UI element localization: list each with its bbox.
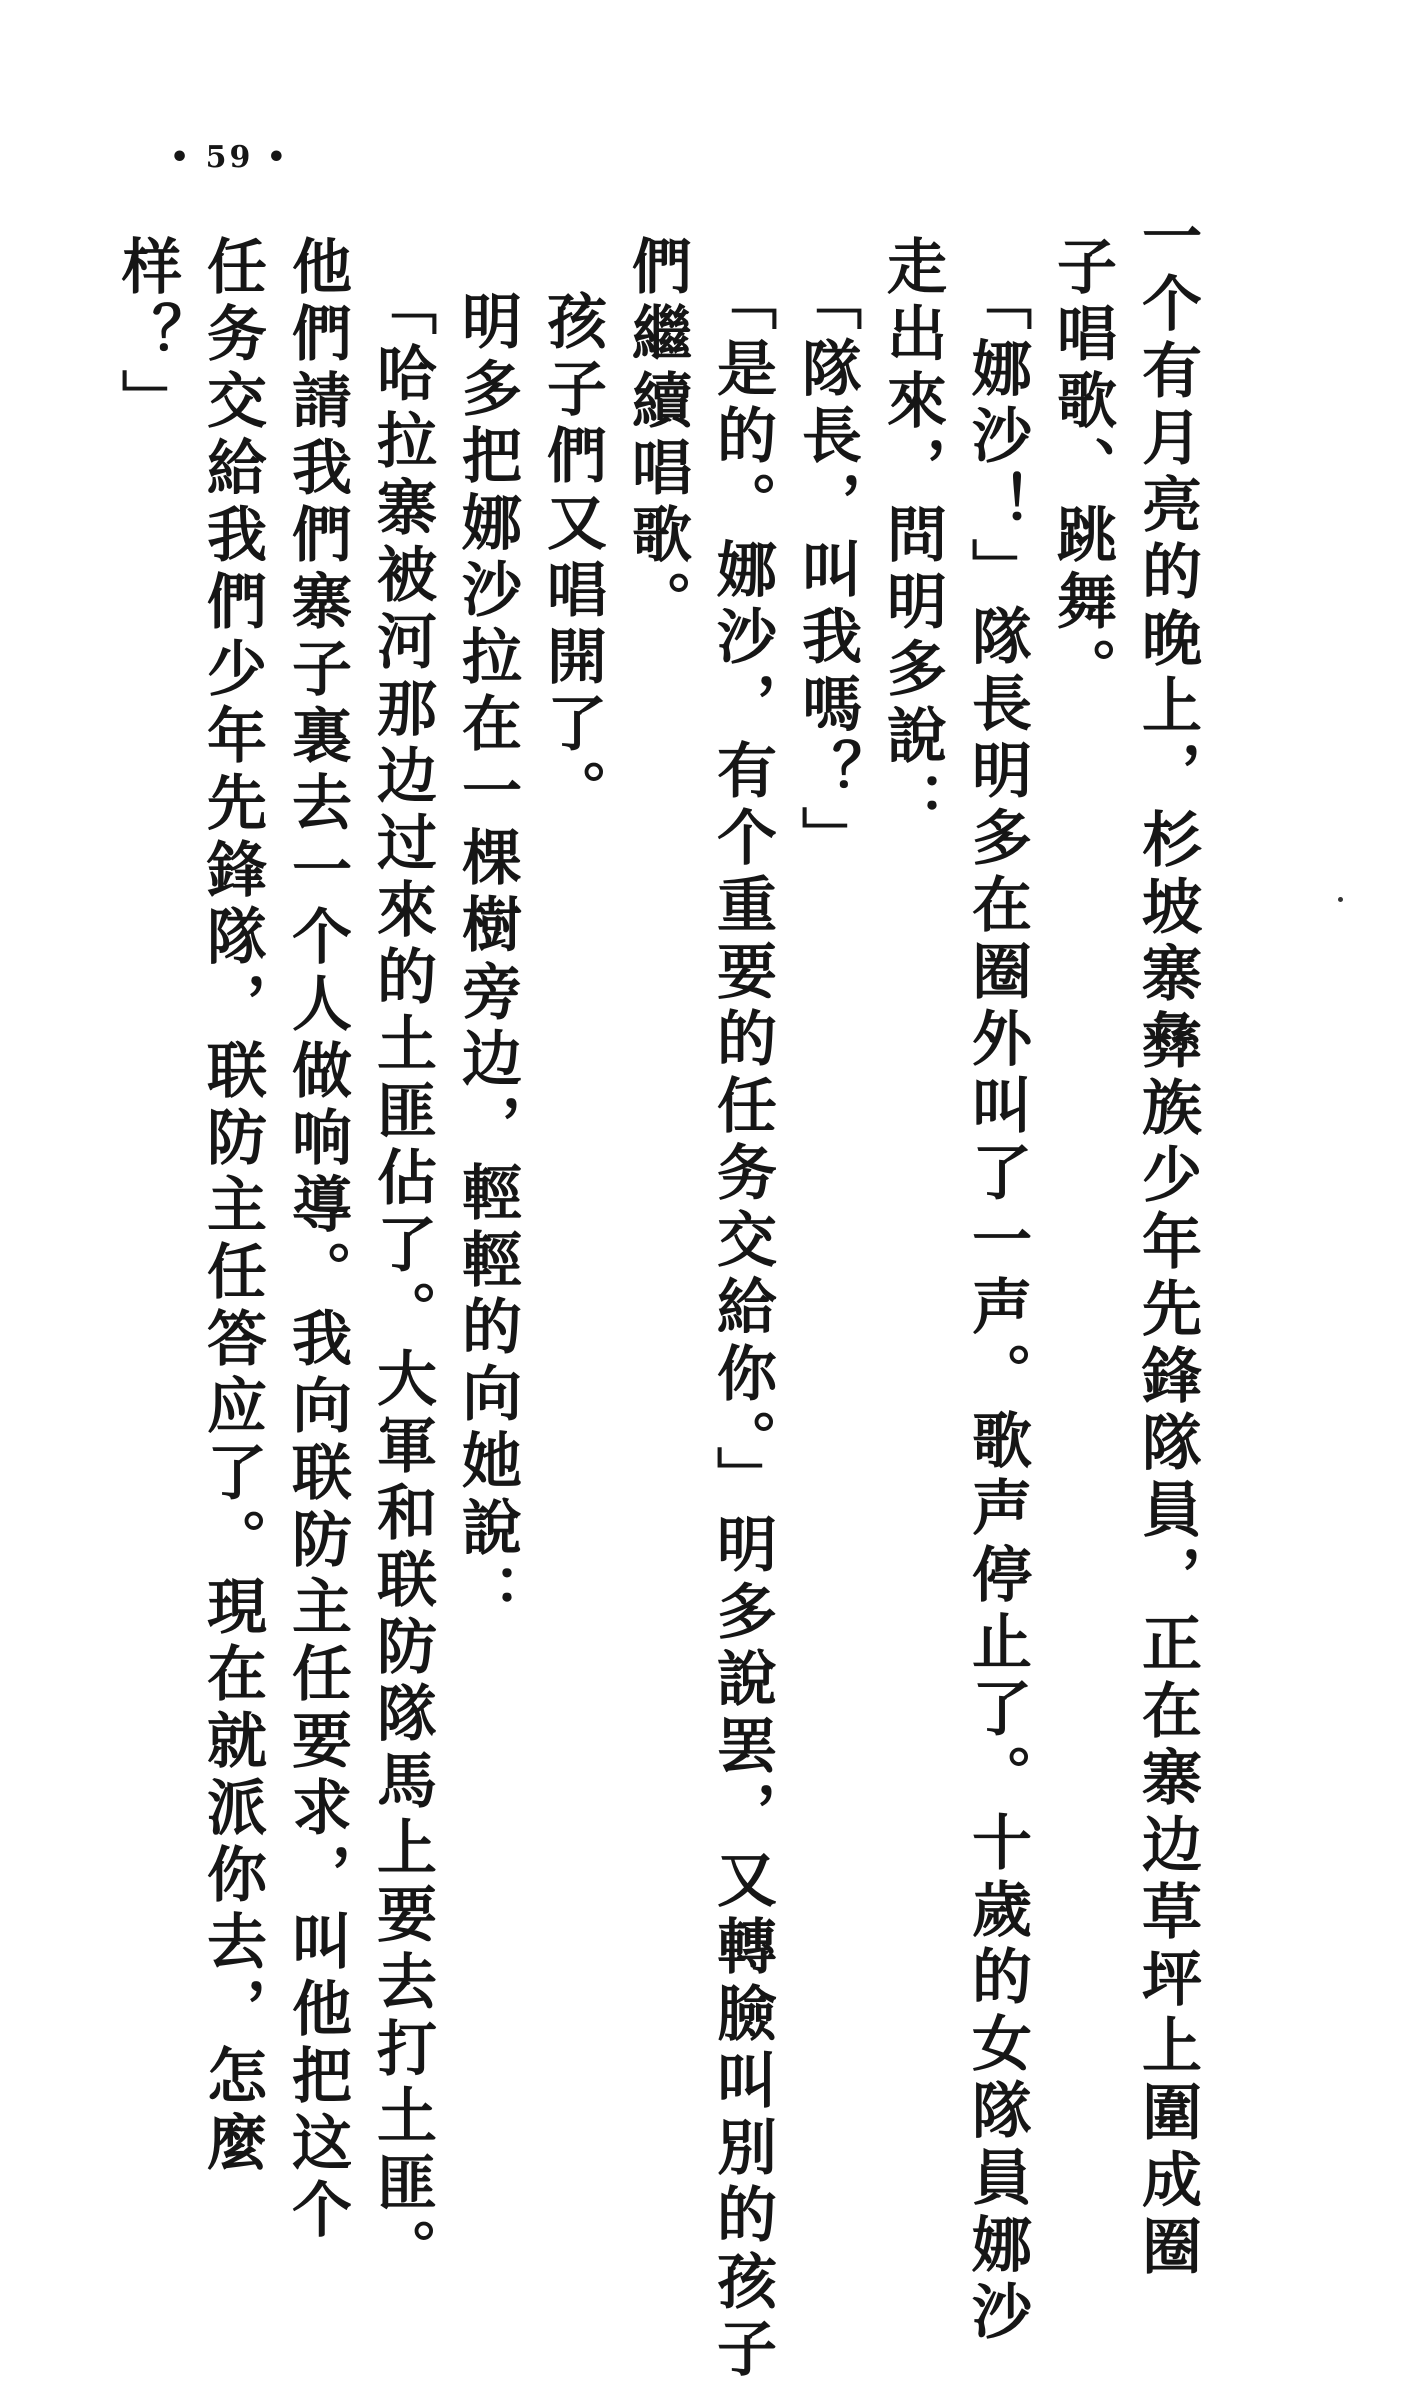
text-column-3: 「娜沙！」隊長明多在圈外叫了一声。歌声停止了。十歲的女隊員娜沙: [962, 270, 1032, 2347]
text-column-12: 任务交給我們少年先鋒隊，联防主任答应了。現在就派你去，怎麼: [197, 235, 267, 2178]
text-column-11: 他們請我們寨子裏去一个人做响導。我向联防主任要求，叫他把这个: [282, 235, 352, 2245]
text-column-1: 一个有月亮的晚上，杉坡寨彝族少年先鋒隊員，正在寨边草坪上圍成圈: [1132, 205, 1202, 2282]
text-column-5: 「隊長，叫我嗎？」: [792, 270, 862, 873]
text-column-4: 走出來，問明多說：: [877, 235, 947, 838]
text-column-9: 明多把娜沙拉在一棵樹旁边，輕輕的向她說：: [452, 290, 522, 1630]
text-column-10: 「哈拉寨被河那边过來的土匪佔了。大軍和联防隊馬上要去打土匪。: [367, 275, 437, 2285]
page-number: • 59 •: [170, 140, 289, 175]
text-column-6: 「是的。娜沙，有个重要的任务交給你。」明多說罢，又轉臉叫別的孩子: [707, 270, 777, 2384]
text-column-7: 們繼續唱歌。: [622, 235, 692, 637]
text-column-2: 子唱歌、跳舞。: [1047, 235, 1117, 704]
speck-mark: [1338, 897, 1343, 902]
text-column-13: 样？」: [112, 235, 182, 436]
text-column-8: 孩子們又唱開了。: [537, 290, 607, 826]
